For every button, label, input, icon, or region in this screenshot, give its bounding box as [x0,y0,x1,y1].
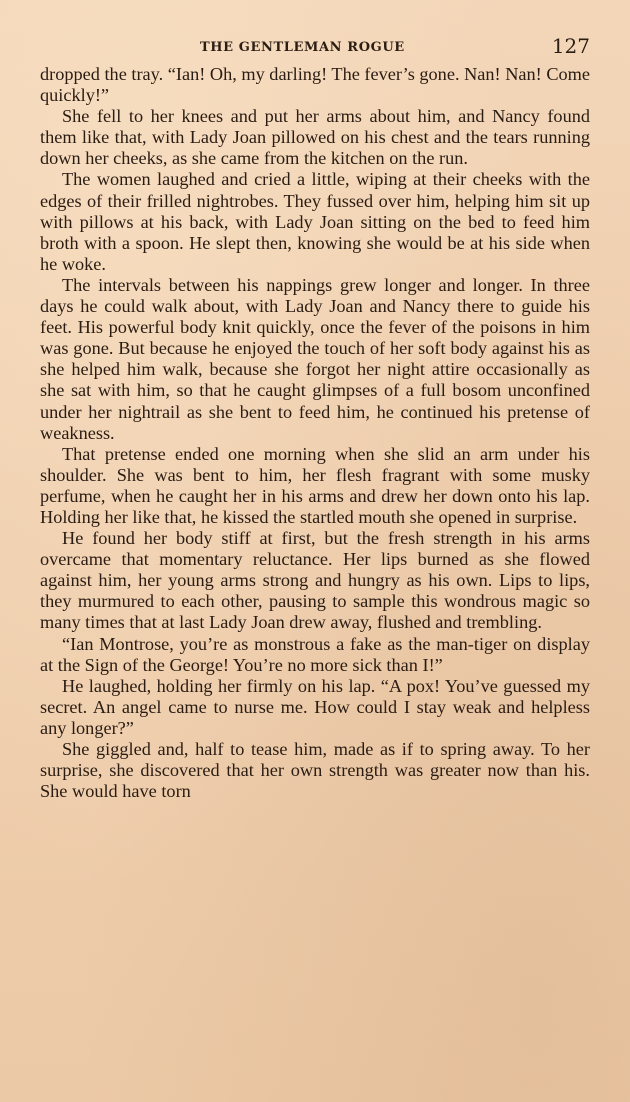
body-text [40,64,590,802]
page-number: 127 [551,34,590,58]
running-title: THE GENTLEMAN ROGUE [200,40,405,55]
paragraph: She fell to her knees and put her arms about him, and Nancy found them like that, with Lady Joan pillowed on his chest and the tears running down her cheeks, as she came from the kitchen on the run. [40,106,590,169]
paragraph: She giggled and, half to tease him, made as if to spring away. To her surprise, she discovered that her own strength was greater now than his. She would have torn [40,739,590,802]
running-head [40,36,590,62]
paragraph: The intervals between his nappings grew longer and longer. In three days he could walk about, with Lady Joan and Nancy there to guide his feet. His powerful body knit quickly, once the fever of the poisons in him was gone. But because he enjoyed the touch of her soft body against his as she helped him walk, because she forgot her night attire occasionally as she sat with him, so that he caught glimpses of a full bosom unconfined under her nightrail as she bent to feed him, he continued his pretense of weakness. [40,274,590,443]
paragraph: He found her body stiff at first, but the fresh strength in his arms overcame that momentary reluctance. Her lips burned as she flowed against him, her young arms strong and hungry as his own. Lips to lips, they murmured to each other, pausing to sample this wondrous magic so many times that at last Lady Joan drew away, flushed and trembling. [40,528,590,633]
paragraph: The women laughed and cried a little, wiping at their cheeks with the edges of their frilled nightrobes. They fussed over him, helping him sit up with pillows at his back, with Lady Joan sitting on the bed to feed him broth with a spoon. He slept then, knowing she would be at his side when he woke. [40,169,590,274]
paragraph: “Ian Montrose, you’re as monstrous a fake as the man-tiger on display at the Sign of the George! You’re no more sick than I!” [40,633,590,675]
paragraph: He laughed, holding her firmly on his lap. “A pox! You’ve guessed my secret. An angel came to nurse me. How could I stay weak and helpless any longer?” [40,675,590,738]
paragraph: That pretense ended one morning when she slid an arm under his shoulder. She was bent to him, her flesh fragrant with some musky perfume, when he caught her in his arms and drew her down onto his lap. Holding her like that, he kissed the startled mouth she opened in surprise. [40,443,590,527]
paragraph: dropped the tray. “Ian! Oh, my darling! The fever’s gone. Nan! Nan! Come quickly!” [40,64,590,106]
